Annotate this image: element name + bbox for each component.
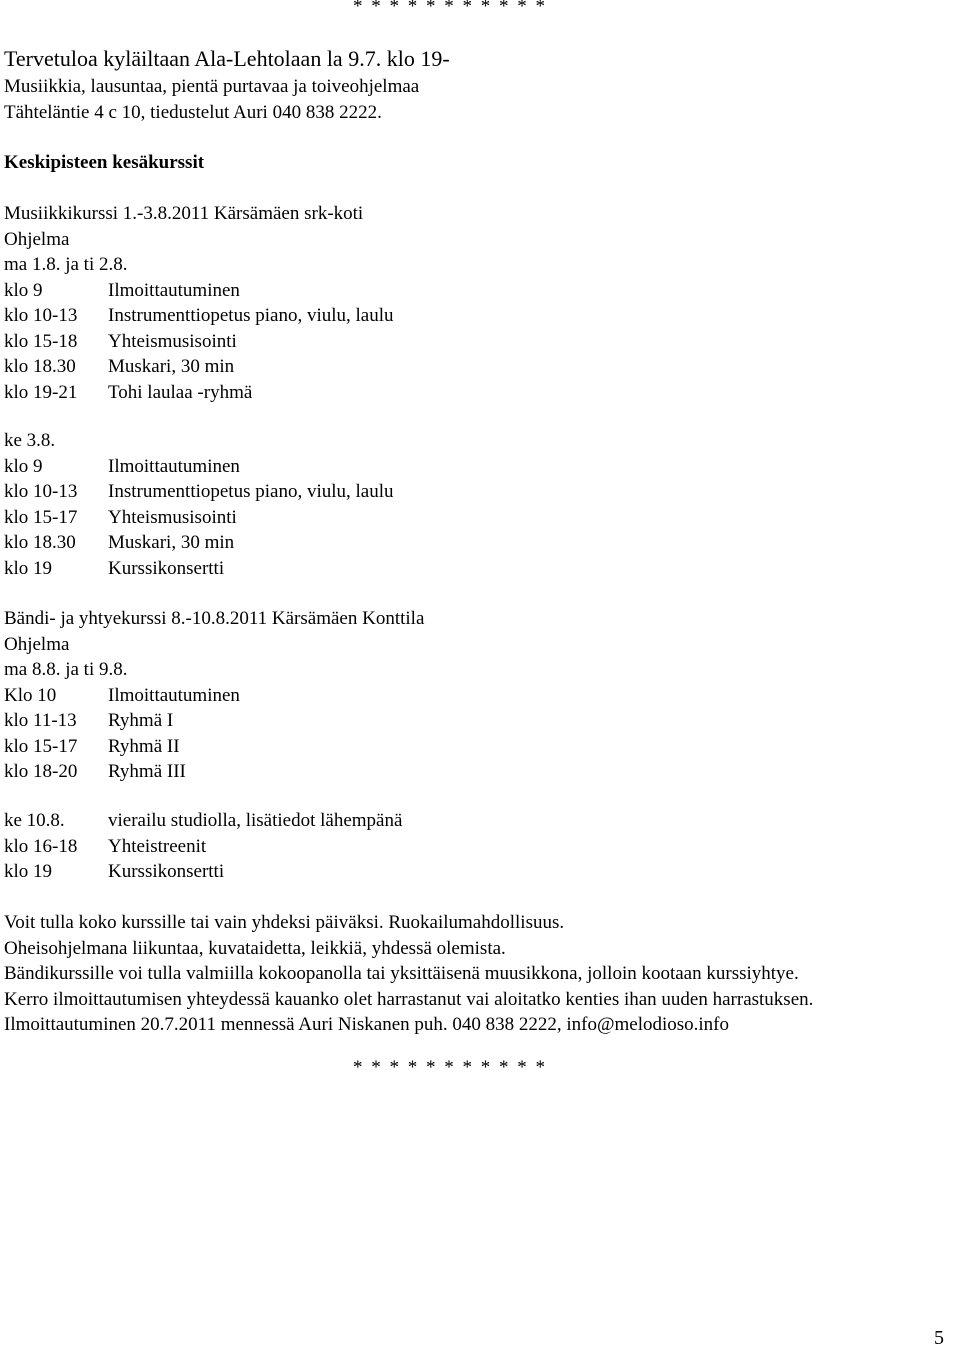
invitation-line: Musiikkia, lausuntaa, pientä purtavaa ja toiveohjelmaa (4, 76, 420, 97)
info-line: Oheisohjelmana liikuntaa, kuvataidetta, leikkiä, yhdessä olemista. (4, 937, 506, 959)
schedule-activity: Ilmoittautuminen (108, 279, 240, 301)
schedule-activity: Muskari, 30 min (108, 356, 235, 377)
schedule-row (4, 303, 394, 329)
schedule-activity: Ryhmä II (108, 735, 180, 757)
schedule-activity: Instrumenttiopetus piano, viulu, laulu (108, 305, 394, 326)
schedule-row (4, 329, 394, 355)
schedule-row (4, 683, 424, 709)
separator-stars-bottom: * * * * * * * * * * * (353, 1057, 547, 1078)
schedule-time: klo 15-17 (4, 506, 78, 528)
invitation-title: Tervetuloa kyläiltaan Ala-Lehtolaan la 9.7. klo 19- (4, 46, 450, 71)
schedule-activity: Muskari, 30 min (108, 532, 235, 553)
section-heading: Keskipisteen kesäkurssit (4, 152, 205, 173)
schedule-time: klo 18-20 (4, 761, 78, 782)
schedule-activity: Ryhmä III (108, 761, 186, 782)
schedule-activity: Yhteismusisointi (108, 330, 237, 352)
separator-stars-top: * * * * * * * * * * * (353, 0, 547, 17)
schedule-row (4, 808, 402, 834)
info-line: Bändikurssille voi tulla valmiilla kokoopanolla tai yksittäisenä muusikkona, jolloin kootaan kurssiyhtye. (4, 963, 799, 984)
schedule-time: klo 19-21 (4, 381, 78, 403)
schedule-row (4, 708, 424, 734)
schedule-activity: Yhteistreenit (108, 835, 207, 857)
music-course-section (4, 201, 394, 405)
program-label: Ohjelma (4, 633, 70, 655)
schedule-activity: Kurssikonsertti (108, 557, 225, 579)
schedule-time: klo 15-17 (4, 735, 78, 757)
schedule-time: klo 10-13 (4, 481, 78, 502)
day-label: ma 1.8. ja ti 2.8. (4, 254, 128, 275)
schedule-activity: Ryhmä I (108, 710, 174, 731)
schedule-time: klo 9 (4, 279, 43, 301)
schedule-time: klo 19 (4, 861, 53, 882)
info-line: Ilmoittautuminen 20.7.2011 mennessä Auri Niskanen puh. 040 838 2222, info@melodioso.info (4, 1014, 729, 1035)
schedule-time: klo 18.30 (4, 356, 76, 377)
schedule-row (4, 479, 394, 505)
invitation-line: Tähteläntie 4 c 10, tiedustelut Auri 040 838 2222. (4, 101, 382, 123)
info-section (4, 910, 813, 1038)
schedule-activity: Ilmoittautuminen (108, 684, 240, 706)
schedule-activity: vierailu studiolla, lisätiedot lähempänä (108, 810, 403, 831)
schedule-time: klo 16-18 (4, 835, 78, 857)
day-label: ke 3.8. (4, 430, 56, 451)
schedule-time: klo 9 (4, 455, 43, 477)
schedule-activity: Ilmoittautuminen (108, 455, 240, 477)
day-label: ma 8.8. ja ti 9.8. (4, 659, 128, 680)
schedule-time: klo 10-13 (4, 305, 78, 326)
invitation-section (4, 46, 450, 125)
schedule-activity: Yhteismusisointi (108, 506, 237, 528)
schedule-activity: Instrumenttiopetus piano, viulu, laulu (108, 481, 394, 502)
schedule-activity: Tohi laulaa -ryhmä (108, 381, 253, 403)
schedule-row (4, 380, 394, 406)
info-line: Kerro ilmoittautumisen yhteydessä kauanko olet harrastanut vai aloitatko kenties ihan uuden harrastuksen. (4, 988, 814, 1010)
schedule-row (4, 454, 394, 480)
schedule-row (4, 354, 394, 380)
schedule-row (4, 530, 394, 556)
schedule-time: klo 15-18 (4, 330, 78, 352)
schedule-activity: Kurssikonsertti (108, 861, 225, 882)
schedule-time: Klo 10 (4, 684, 57, 706)
schedule-row (4, 278, 394, 304)
schedule-time: klo 19 (4, 557, 53, 579)
schedule-row (4, 859, 402, 885)
schedule-row (4, 759, 424, 785)
schedule-time: klo 11-13 (4, 710, 77, 731)
schedule-row (4, 556, 394, 582)
page-number: 5 (934, 1327, 944, 1349)
schedule-row (4, 834, 402, 860)
schedule-row (4, 734, 424, 760)
schedule-time: ke 10.8. (4, 810, 65, 831)
course-title: Musiikkikurssi 1.-3.8.2011 Kärsämäen srk-koti (4, 203, 364, 224)
band-course-day2 (4, 808, 402, 885)
schedule-time: klo 18.30 (4, 532, 76, 553)
schedule-row (4, 505, 394, 531)
info-line: Voit tulla koko kurssille tai vain yhdeksi päiväksi. Ruokailumahdollisuus. (4, 912, 565, 933)
program-label: Ohjelma (4, 228, 70, 250)
band-course-section (4, 606, 424, 785)
music-course-day2 (4, 428, 394, 581)
course-title: Bändi- ja yhtyekurssi 8.-10.8.2011 Kärsämäen Konttila (4, 608, 425, 629)
